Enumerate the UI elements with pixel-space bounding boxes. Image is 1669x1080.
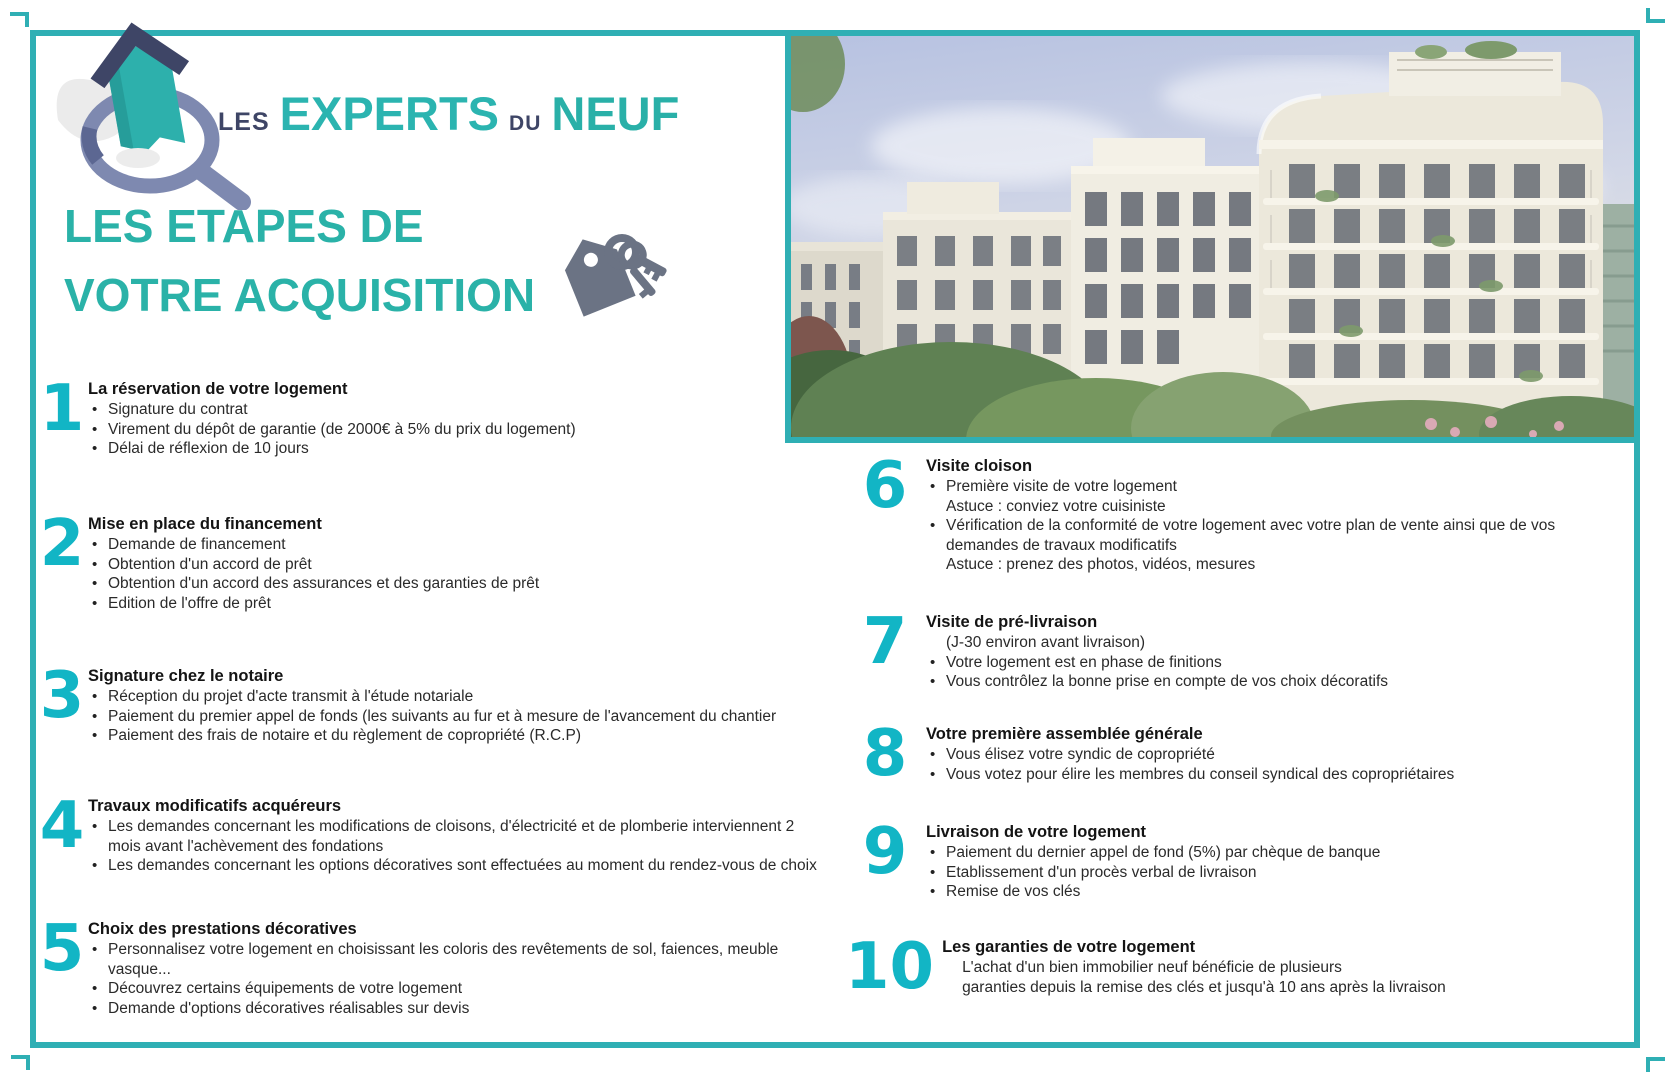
step-content (926, 822, 1380, 902)
step-item-text (108, 707, 776, 727)
bullet-marker: • (92, 818, 98, 835)
step-item-text (108, 574, 539, 594)
bullet-marker: • (930, 863, 936, 881)
corner-mark-bottom-left (11, 1055, 30, 1070)
text-line: Demande de financement (108, 536, 286, 553)
step-number: 5 (39, 912, 85, 986)
logo-word-les: LES (218, 108, 270, 136)
step-block-9 (852, 815, 1381, 902)
bullet-marker: • (930, 517, 936, 535)
bullet-marker: • (92, 857, 98, 875)
text-line: Paiement du dernier appel de fond (5%) par chèque de banque (946, 844, 1381, 861)
step-item-text (108, 726, 581, 746)
text-line: Vérification de la conformité de votre logement avec votre plan de vente ainsi que de vos (946, 517, 1556, 535)
bullet-marker: • (930, 746, 936, 763)
text-line: Délai de réflexion de 10 jours (108, 440, 309, 458)
text-line: Etablissement d'un procès verbal de livraison (946, 863, 1257, 881)
step-number: 8 (862, 717, 908, 791)
step-item (926, 882, 1380, 902)
step-title: Travaux modificatifs acquéreurs (88, 797, 342, 815)
step-item (926, 633, 1388, 653)
bullet-marker: • (92, 941, 98, 958)
step-item-text (946, 843, 1380, 863)
step-item-text (946, 633, 1145, 653)
step-item-text (946, 672, 1388, 692)
logo (40, 0, 700, 210)
step-item (88, 420, 576, 440)
bullet-marker: • (92, 727, 98, 745)
step-item-text (108, 999, 469, 1019)
step-item-text (946, 765, 1454, 785)
step-item-text (108, 594, 271, 614)
step-item (926, 672, 1388, 692)
house-keys-icon (548, 218, 678, 323)
text-line: Les demandes concernant les modifications de cloisons, d'électricité et de plomberie interviennent 2 (108, 818, 795, 835)
step-block-5 (38, 912, 779, 1018)
step-item-text (946, 516, 1555, 575)
step-item-text (946, 745, 1215, 765)
step-content (88, 666, 776, 746)
text-line: Virement du dépôt de garantie (de 2000€ à 5% du prix du logement) (108, 420, 576, 438)
bullet-marker: • (92, 594, 98, 612)
step-block-10 (845, 930, 1446, 1004)
step-item (88, 856, 817, 876)
step-item-text (108, 940, 778, 979)
bullet-marker: • (92, 440, 98, 458)
step-item-text (946, 653, 1222, 673)
step-block-1 (38, 372, 576, 459)
bullet-marker: • (930, 673, 936, 691)
step-item-text (108, 439, 309, 459)
step-item-text (108, 979, 462, 999)
bullet-marker: • (930, 653, 936, 671)
step-block-7 (852, 605, 1389, 692)
step-item-text (108, 555, 312, 575)
step-item-text (108, 535, 286, 555)
step-content (88, 514, 539, 613)
step-title: Signature chez le notaire (88, 667, 284, 685)
step-title: Choix des prestations décoratives (88, 920, 357, 938)
step-content (926, 724, 1454, 784)
step-item-text (108, 817, 794, 856)
bullet-marker: • (92, 999, 98, 1017)
step-title: Visite de pré-livraison (926, 613, 1098, 631)
step-content (88, 379, 576, 459)
step-item-text (108, 687, 473, 707)
step-number: 6 (862, 449, 908, 523)
step-item-text (946, 882, 1080, 902)
bullet-marker: • (92, 420, 98, 438)
building-illustration (791, 36, 1634, 437)
step-number: 10 (845, 930, 935, 1004)
text-line: Vous contrôlez la bonne prise en compte de vos choix décoratifs (946, 673, 1389, 691)
text-line: Remise de vos clés (946, 883, 1081, 901)
step-item (88, 817, 817, 856)
building-photo (785, 30, 1640, 443)
page-title-line2: VOTRE ACQUISITION (64, 269, 536, 321)
step-content (88, 796, 817, 876)
step-content (926, 612, 1388, 692)
step-item (88, 535, 539, 555)
step-item (926, 863, 1380, 883)
text-line: Obtention d'un accord de prêt (108, 555, 312, 573)
logo-word-neuf: NEUF (551, 87, 680, 140)
step-item (942, 958, 1446, 997)
step-block-8 (852, 717, 1455, 791)
text-line: Vous votez pour élire les membres du conseil syndical des copropriétaires (946, 765, 1455, 783)
step-item-text (962, 958, 1446, 997)
step-item (88, 594, 539, 614)
step-item (926, 745, 1454, 765)
step-number: 7 (862, 605, 908, 679)
text-line: mois avant l'achèvement des fondations (108, 837, 384, 855)
step-title: Votre première assemblée générale (926, 725, 1203, 743)
step-item (926, 516, 1555, 575)
step-block-2 (38, 507, 540, 613)
text-line: Votre logement est en phase de finitions (946, 653, 1222, 671)
step-item (926, 765, 1454, 785)
text-line: Astuce : prenez des photos, vidéos, mesures (946, 556, 1256, 574)
page-title-line1: LES ETAPES DE (64, 200, 424, 252)
bullet-marker: • (92, 555, 98, 573)
step-title: La réservation de votre logement (88, 380, 348, 398)
step-item (88, 707, 776, 727)
text-line: Vous élisez votre syndic de copropriété (946, 746, 1215, 763)
step-number: 4 (39, 789, 85, 863)
text-line: Personnalisez votre logement en choisissant les coloris des revêtements de sol, faiences, meuble (108, 941, 779, 958)
text-line: Première visite de votre logement (946, 478, 1177, 495)
text-line: Edition de l'offre de prêt (108, 594, 271, 612)
bullet-marker: • (92, 401, 98, 418)
step-item (88, 439, 576, 459)
step-item-text (108, 856, 817, 876)
bullet-marker: • (92, 688, 98, 705)
logo-word-du: DU (509, 112, 542, 135)
step-title: Mise en place du financement (88, 515, 322, 533)
text-line: Paiement du premier appel de fonds (les suivants au fur et à mesure de l'avancement du chantier (108, 707, 777, 725)
corner-mark-top-left (10, 12, 29, 27)
step-title: Visite cloison (926, 457, 1033, 475)
corner-mark-bottom-right (1646, 1057, 1665, 1072)
text-line: garanties depuis la remise des clés et jusqu'à 10 ans après la livraison (962, 978, 1446, 996)
step-item (88, 400, 576, 420)
text-line: Demande d'options décoratives réalisables sur devis (108, 999, 470, 1017)
text-line: vasque... (108, 960, 171, 978)
step-content (88, 919, 778, 1018)
bullet-marker: • (92, 980, 98, 998)
step-item (88, 726, 776, 746)
step-item (88, 979, 778, 999)
bullet-marker: • (92, 536, 98, 553)
step-item-text (946, 477, 1177, 516)
step-content (942, 937, 1446, 997)
step-number: 2 (39, 507, 85, 581)
step-item (926, 843, 1380, 863)
step-item-text (108, 420, 576, 440)
step-block-6 (852, 449, 1556, 575)
step-item (926, 477, 1555, 516)
text-line: L'achat d'un bien immobilier neuf bénéficie de plusieurs (962, 959, 1342, 976)
step-item (88, 555, 539, 575)
bullet-marker: • (92, 707, 98, 725)
text-line: Réception du projet d'acte transmit à l'étude notariale (108, 688, 474, 705)
step-item (88, 687, 776, 707)
bullet-marker: • (92, 575, 98, 593)
step-item-text (108, 400, 248, 420)
bullet-marker: • (930, 844, 936, 861)
text-line: demandes de travaux modificatifs (946, 536, 1177, 554)
step-item (88, 940, 778, 979)
step-item-text (946, 863, 1257, 883)
step-number: 1 (39, 372, 85, 446)
text-line: Signature du contrat (108, 401, 248, 418)
step-block-3 (38, 659, 777, 746)
bullet-marker: • (930, 478, 936, 495)
step-item (88, 574, 539, 594)
text-line: Découvrez certains équipements de votre logement (108, 980, 463, 998)
logo-wordmark (218, 86, 679, 141)
text-line: Astuce : conviez votre cuisiniste (946, 497, 1166, 515)
step-block-4 (38, 789, 817, 876)
text-line: Paiement des frais de notaire et du règlement de copropriété (R.C.P) (108, 727, 581, 745)
text-line: Les demandes concernant les options décoratives sont effectuées au moment du rendez-vous de choix (108, 857, 817, 875)
bullet-marker: • (930, 765, 936, 783)
page-title (64, 192, 535, 330)
step-title: Les garanties de votre logement (942, 938, 1196, 956)
logo-word-experts: EXPERTS (279, 87, 500, 140)
step-content (926, 456, 1555, 575)
step-item (926, 653, 1388, 673)
step-title: Livraison de votre logement (926, 823, 1147, 841)
corner-mark-top-right (1646, 8, 1665, 23)
text-line: Obtention d'un accord des assurances et des garanties de prêt (108, 575, 540, 593)
step-number: 3 (39, 659, 85, 733)
step-item (88, 999, 778, 1019)
text-line: (J-30 environ avant livraison) (946, 634, 1146, 651)
bullet-marker: • (930, 883, 936, 901)
step-number: 9 (862, 815, 908, 889)
